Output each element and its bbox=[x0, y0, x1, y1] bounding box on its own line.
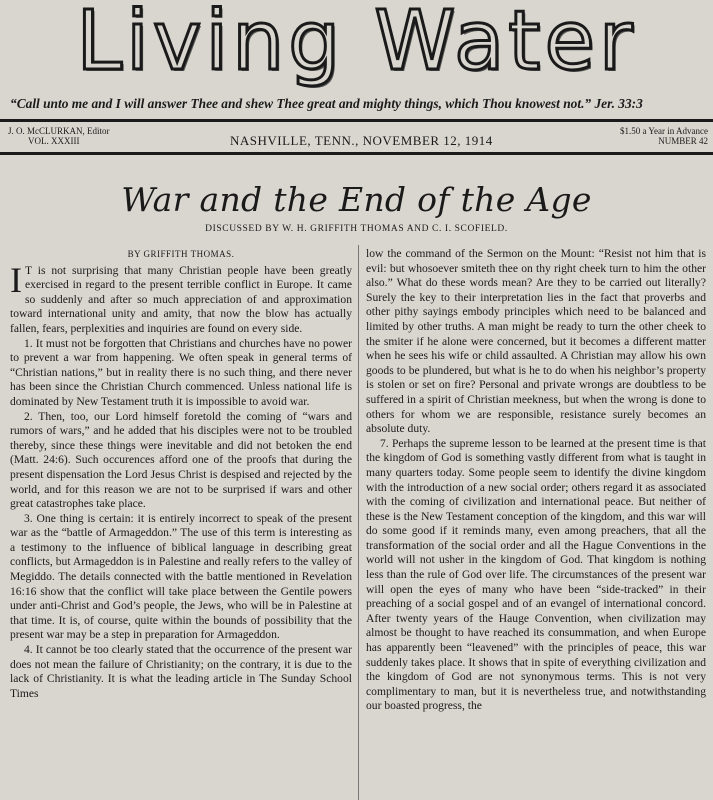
article-column-left bbox=[10, 247, 352, 701]
volume-number: VOL. XXXIII bbox=[28, 136, 80, 146]
article-column-right bbox=[366, 247, 706, 714]
paragraph: 4. It cannot be too clearly stated that the occurrence of the present war does not mean the failure of Christianity; on the contrary, it is due to the lack of Christianity. It is what the leading article in The Sunday School Times bbox=[10, 643, 352, 700]
paragraph: low the command of the Sermon on the Mount: “Resist not him that is evil: but whosoever smiteth thee on thy right cheek turn to him the other also.” What do these words mean? Are they to be carried out literally? Surely the key to their interpretation lies in the fact that proverbs and other pithy sayings embody principles which need to be balanced and limited by other truths. A man might be ready to turn the other cheek to the smiter if he alone were concerned, but it becomes a different matter when he sees his wife or child assaulted. A Christian may allow his own goods to be plundered, but what is he to do when his neighbor’s property is stolen or set on fire? Personal and private wrongs are doubtless to be suffered in a spirit of Christian meekness, but when the wrong is done to others for whom we are responsible, resistance surely becomes an absolute duty. bbox=[366, 247, 706, 436]
issue-number: NUMBER 42 bbox=[658, 136, 708, 146]
column-divider bbox=[358, 245, 359, 800]
masthead-motto: “Call unto me and I will answer Thee and shew Thee great and mighty things, which Thou knowest not.” Jer. 33:3 bbox=[10, 96, 643, 111]
article-author: BY GRIFFITH THOMAS. bbox=[127, 249, 235, 259]
editor-name: J. O. McCLURKAN, Editor bbox=[8, 126, 110, 136]
paragraph: 1. It must not be forgotten that Christians and churches have no power to prevent a war from happening. We often speak in general terms of “Christian nations,” but in reality there is no such thing, and there never has been since the Christian Church commenced. Unless national life is dominated by New Testament truth it is impossible to avoid war. bbox=[10, 336, 352, 408]
article-title: War and the End of the Age bbox=[121, 180, 592, 219]
masthead-title: Living Water bbox=[76, 0, 637, 89]
masthead bbox=[0, 0, 713, 89]
paragraph: 3. One thing is certain: it is entirely incorrect to speak of the present war as the “battle of Armageddon.” The use of this term is interesting as a testimony to the influence of biblical language in describing great conflicts, but Armageddon is in Palestine and really refers to the valley of Megiddo. The details connected with the battle mentioned in Revelation 16:16 show that the conflict will take place between the Gentile powers under anti-Christ and God’s people, the Jews, who will be in Palestine at that time. It is, of course, quite within the bounds of possibility that the present war may be a step in preparation for Armageddon. bbox=[10, 511, 352, 642]
article-byline: DISCUSSED BY W. H. GRIFFITH THOMAS AND C. I. SCOFIELD. bbox=[205, 224, 508, 234]
paragraph: 2. Then, too, our Lord himself foretold the coming of “wars and rumors of wars,” and he added that his disciples were not to be troubled thereby, since these things were inevitable and did not betoken the end (Matt. 24:6). Such occurences afford one of the proofs that during the present dispensation the Lord Jesus Christ is despised and rejected by the world, and for this reason we are not to be surprised if wars and other great catastrophes take place. bbox=[10, 409, 352, 511]
header-rule-top bbox=[0, 119, 713, 122]
editor-block bbox=[8, 126, 110, 146]
place-date: NASHVILLE, TENN., NOVEMBER 12, 1914 bbox=[230, 133, 493, 148]
paragraph: I T is not surprising that many Christian people have been greatly exercised in regard to the present terrible conflict in Europe. It came so suddenly and after so much appreciation of and approximation toward international unity and amity, that now the blow has actually fallen, fears, perplexities and inquiries are found on every side. bbox=[10, 259, 352, 335]
drop-cap: I bbox=[10, 259, 22, 300]
price-block bbox=[590, 126, 708, 146]
paragraph: 7. Perhaps the supreme lesson to be learned at the present time is that the kingdom of God is something vastly different from what is taught in many quarters today. Some people seem to identify the divine kingdom with the introduction of a new social order; others regard it as associated with the coming of civilization and international peace. But neither of these is the New Testament conception of the kingdom, and this war will do some good if it reminds many, even among preachers, that all the transformation of the social order and all the Hague Conventions in the world will not usher in the kingdom of God. That kingdom is nothing less than the rule of God over life. The circumstances of the present war will open the eyes of many who have been “side-tracked” in their preaching of a social gospel and of an evangel of international concord. After twenty years of the Hauge Convention, when civilization may almost be thought to have reached its consummation, and when Europe has apparently been “leavened” with the principles of peace, this war suddenly takes place. It shows that in spite of everything civilization and the kingdom of God are not synonymous terms. This is not very complimentary to man, but it is nevertheless true, and notwithstanding our boasted progress, the bbox=[366, 436, 706, 713]
header-rule-bottom bbox=[0, 152, 713, 155]
subscription-price: $1.50 a Year in Advance bbox=[620, 126, 708, 136]
